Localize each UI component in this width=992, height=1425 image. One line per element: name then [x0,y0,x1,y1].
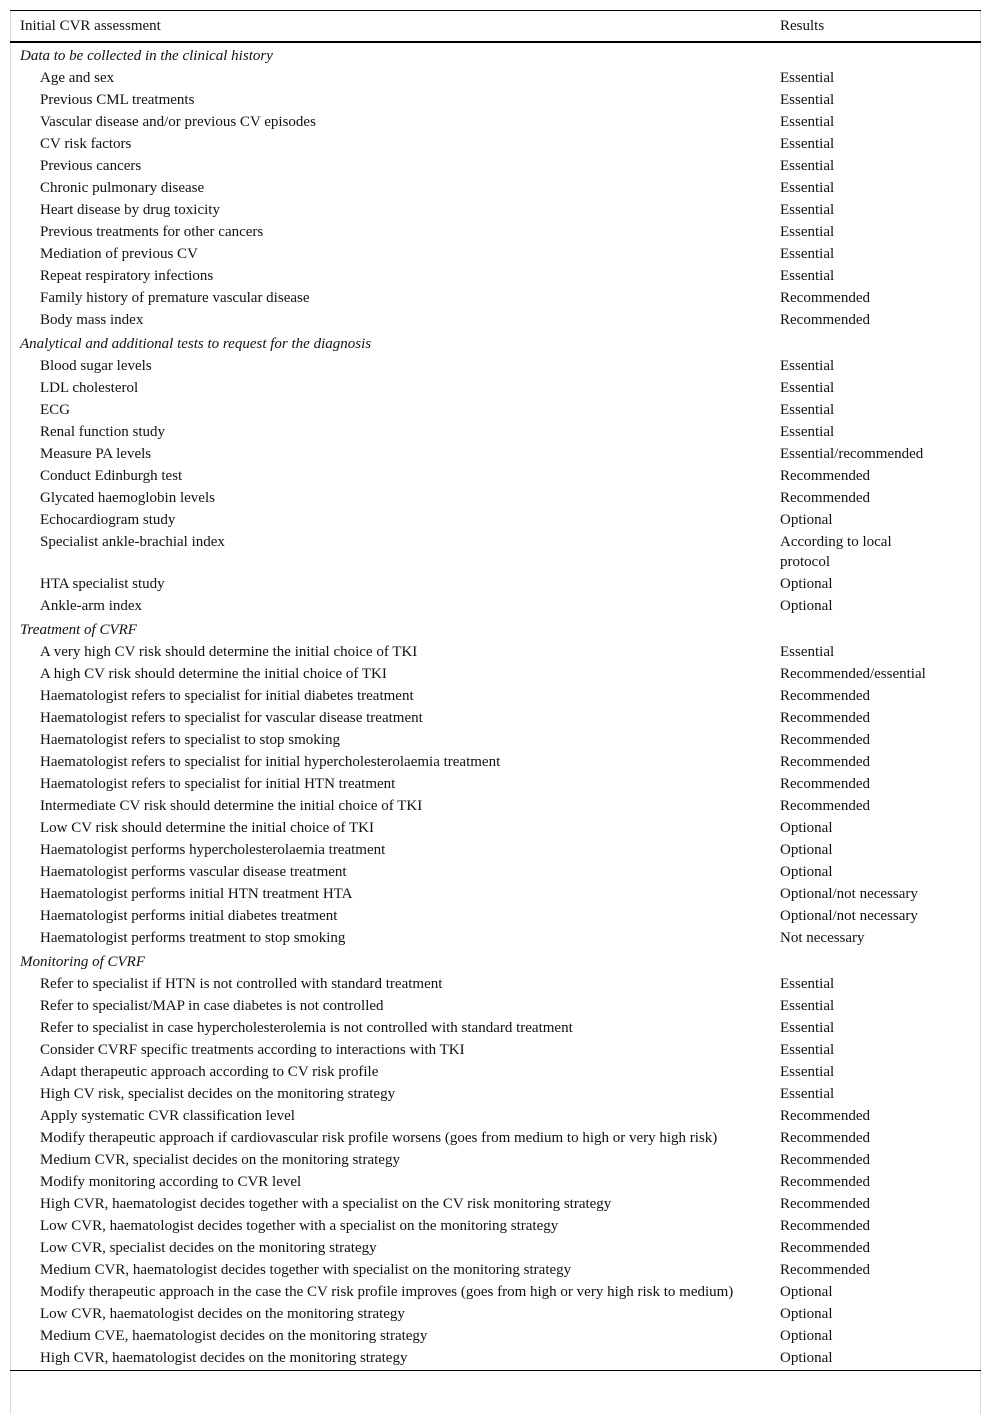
table-row [10,1281,981,1303]
table-row [10,663,981,685]
row-label: A very high CV risk should determine the initial choice of TKI [40,644,418,660]
row-result: Recommended [780,798,870,814]
row-result: Recommended [780,1218,870,1234]
row-result: Optional/not necessary [780,886,918,902]
row-label: Heart disease by drug toxicity [40,202,220,218]
row-result: Essential [780,380,835,396]
row-result: Recommended [780,1108,870,1124]
table-row [10,111,981,133]
row-label: Medium CVR, specialist decides on the monitoring strategy [40,1152,400,1168]
table-row [10,155,981,177]
table-row [10,1303,981,1325]
table-row [10,1127,981,1149]
row-label: Low CVR, haematologist decides on the monitoring strategy [40,1306,405,1322]
row-label: Blood sugar levels [40,358,152,374]
row-label: Body mass index [40,312,144,328]
row-result: Recommended [780,1240,870,1256]
row-label: Refer to specialist if HTN is not controlled with standard treatment [40,976,443,992]
table-body [10,42,981,1371]
row-result: Essential [780,224,835,240]
row-label: Haematologist refers to specialist for initial diabetes treatment [40,688,414,704]
row-label: Glycated haemoglobin levels [40,490,215,506]
row-label: Conduct Edinburgh test [40,468,183,484]
row-label: Echocardiogram study [40,512,176,528]
row-result: Recommended [780,290,870,306]
row-label: Medium CVR, haematologist decides together with specialist on the monitoring strategy [40,1262,572,1278]
row-label: CV risk factors [40,136,132,152]
row-result: Essential [780,998,835,1014]
row-result: Optional/not necessary [780,908,918,924]
row-label: Mediation of previous CV [40,246,198,262]
row-result: Recommended/essential [780,666,926,682]
table-row [10,421,981,443]
row-result: Optional [780,1306,833,1322]
table-row [10,817,981,839]
table-row [10,355,981,377]
row-label: Family history of premature vascular disease [40,290,310,306]
table-row [10,199,981,221]
row-result: Recommended [780,468,870,484]
section-title: Treatment of CVRF [20,622,137,638]
table-row [10,1237,981,1259]
row-result: Recommended [780,1262,870,1278]
row-label: Modify therapeutic approach in the case the CV risk profile improves (goes from high or very high risk to medium) [40,1284,734,1300]
table-row [10,573,981,595]
table-row [10,595,981,617]
row-result: Optional [780,1284,833,1300]
row-label: Haematologist performs hypercholesterolaemia treatment [40,842,386,858]
row-result: Essential [780,358,835,374]
table-row [10,861,981,883]
row-result: Optional [780,598,833,614]
table-row [10,883,981,905]
table-row [10,839,981,861]
table-row [10,221,981,243]
row-label: Intermediate CV risk should determine the initial choice of TKI [40,798,423,814]
row-label: Haematologist performs vascular disease treatment [40,864,347,880]
row-result: Optional [770,1347,981,1371]
row-result: Recommended [780,1174,870,1190]
row-label: Refer to specialist/MAP in case diabetes is not controlled [40,998,384,1014]
row-label: Renal function study [40,424,165,440]
row-result: Essential [780,402,835,418]
row-label: A high CV risk should determine the initial choice of TKI [40,666,387,682]
row-result: Recommended [780,1130,870,1146]
row-result: Recommended [780,710,870,726]
row-label: Adapt therapeutic approach according to CV risk profile [40,1064,379,1080]
row-result: Recommended [780,490,870,506]
table-row [10,1215,981,1237]
section-title: Data to be collected in the clinical history [20,48,273,64]
row-result: Optional [780,512,833,528]
row-result: Essential [780,246,835,262]
column-header-results: Results [770,11,981,43]
section-header-row [10,42,981,67]
row-result: Recommended [780,732,870,748]
row-result: Recommended [780,1196,870,1212]
table-header [10,11,981,43]
row-label: Haematologist performs initial diabetes treatment [40,908,338,924]
table-row [10,1171,981,1193]
section-title: Analytical and additional tests to request for the diagnosis [20,336,372,352]
row-result: Essential [780,644,835,660]
row-result: Optional [780,820,833,836]
row-result: Essential [780,136,835,152]
row-label: Chronic pulmonary disease [40,180,205,196]
table-row [10,641,981,663]
table-row [10,1193,981,1215]
section-title: Monitoring of CVRF [20,954,145,970]
row-result: Essential [780,268,835,284]
table-row [10,243,981,265]
table-row [10,927,981,949]
row-result: Recommended [780,1152,870,1168]
row-result: Essential [780,202,835,218]
table-row [10,1259,981,1281]
row-result: Recommended [780,776,870,792]
row-result: Essential [780,1064,835,1080]
table-row [10,905,981,927]
table-row [10,1105,981,1127]
table-row [10,795,981,817]
table-row [10,399,981,421]
table-row [10,1325,981,1347]
row-result: According to local protocol [780,534,892,570]
table-row [10,487,981,509]
table-row [10,89,981,111]
row-label: Measure PA levels [40,446,152,462]
section-header-row [10,617,981,641]
row-label: Haematologist refers to specialist for vascular disease treatment [40,710,423,726]
row-label: Previous treatments for other cancers [40,224,264,240]
row-result: Essential [780,976,835,992]
row-label: Haematologist refers to specialist to stop smoking [40,732,340,748]
table-row [10,287,981,309]
row-label: LDL cholesterol [40,380,139,396]
row-result: Essential/recommended [780,446,924,462]
row-label: Modify therapeutic approach if cardiovascular risk profile worsens (goes from medium to high or very high risk) [40,1130,718,1146]
row-label: ECG [40,402,70,418]
row-result: Recommended [780,754,870,770]
row-result: Essential [780,1086,835,1102]
row-result: Optional [780,1328,833,1344]
row-label: HTA specialist study [40,576,165,592]
row-label: Haematologist performs initial HTN treatment HTA [40,886,353,902]
table-row [10,1347,981,1371]
table-row [10,443,981,465]
table-row [10,531,981,573]
row-label: Age and sex [40,70,115,86]
table-row [10,309,981,331]
table-row [10,729,981,751]
row-label: Vascular disease and/or previous CV episodes [40,114,316,130]
row-result: Recommended [780,312,870,328]
row-result: Essential [780,70,835,86]
table-row [10,995,981,1017]
row-label: High CV risk, specialist decides on the monitoring strategy [40,1086,396,1102]
row-label: Haematologist performs treatment to stop smoking [40,930,346,946]
table-row [10,1017,981,1039]
cvr-assessment-table [10,10,981,1371]
row-label: Medium CVE, haematologist decides on the monitoring strategy [40,1328,428,1344]
table-row [10,773,981,795]
table-row [10,265,981,287]
header-row [10,11,981,43]
table-row [10,685,981,707]
table-row [10,707,981,729]
column-header-assessment: Initial CVR assessment [10,11,770,43]
row-label: Modify monitoring according to CVR level [40,1174,302,1190]
table-row [10,177,981,199]
row-result: Essential [780,158,835,174]
row-label: Apply systematic CVR classification level [40,1108,295,1124]
row-result: Essential [780,114,835,130]
table-row [10,751,981,773]
row-label: Specialist ankle-brachial index [40,534,225,550]
row-label: Repeat respiratory infections [40,268,214,284]
row-result: Not necessary [780,930,865,946]
table-row [10,1149,981,1171]
row-label: Low CVR, specialist decides on the monitoring strategy [40,1240,377,1256]
table-row [10,509,981,531]
row-label: Consider CVRF specific treatments according to interactions with TKI [40,1042,465,1058]
table-row [10,1083,981,1105]
row-result: Optional [780,842,833,858]
table-row [10,377,981,399]
row-result: Recommended [780,688,870,704]
row-label: Low CVR, haematologist decides together with a specialist on the monitoring strategy [40,1218,559,1234]
row-result: Optional [780,864,833,880]
table-row [10,1039,981,1061]
row-result: Essential [780,1020,835,1036]
row-label: Refer to specialist in case hypercholesterolemia is not controlled with standard treatment [40,1020,573,1036]
section-header-row [10,949,981,973]
row-label: Ankle-arm index [40,598,143,614]
row-label: Haematologist refers to specialist for initial HTN treatment [40,776,396,792]
row-label: High CVR, haematologist decides together with a specialist on the CV risk monitoring strategy [40,1196,612,1212]
row-label: Previous CML treatments [40,92,195,108]
row-label: Previous cancers [40,158,142,174]
row-result: Optional [780,576,833,592]
table-row [10,465,981,487]
row-result: Essential [780,1042,835,1058]
row-label: Haematologist refers to specialist for initial hypercholesterolaemia treatment [40,754,501,770]
row-result: Essential [780,180,835,196]
table-row [10,973,981,995]
row-result: Essential [780,92,835,108]
table-row [10,67,981,89]
row-label: High CVR, haematologist decides on the monitoring strategy [10,1347,770,1371]
row-label: Low CV risk should determine the initial choice of TKI [40,820,374,836]
row-result: Essential [780,424,835,440]
table-row [10,133,981,155]
table-row [10,1061,981,1083]
section-header-row [10,331,981,355]
